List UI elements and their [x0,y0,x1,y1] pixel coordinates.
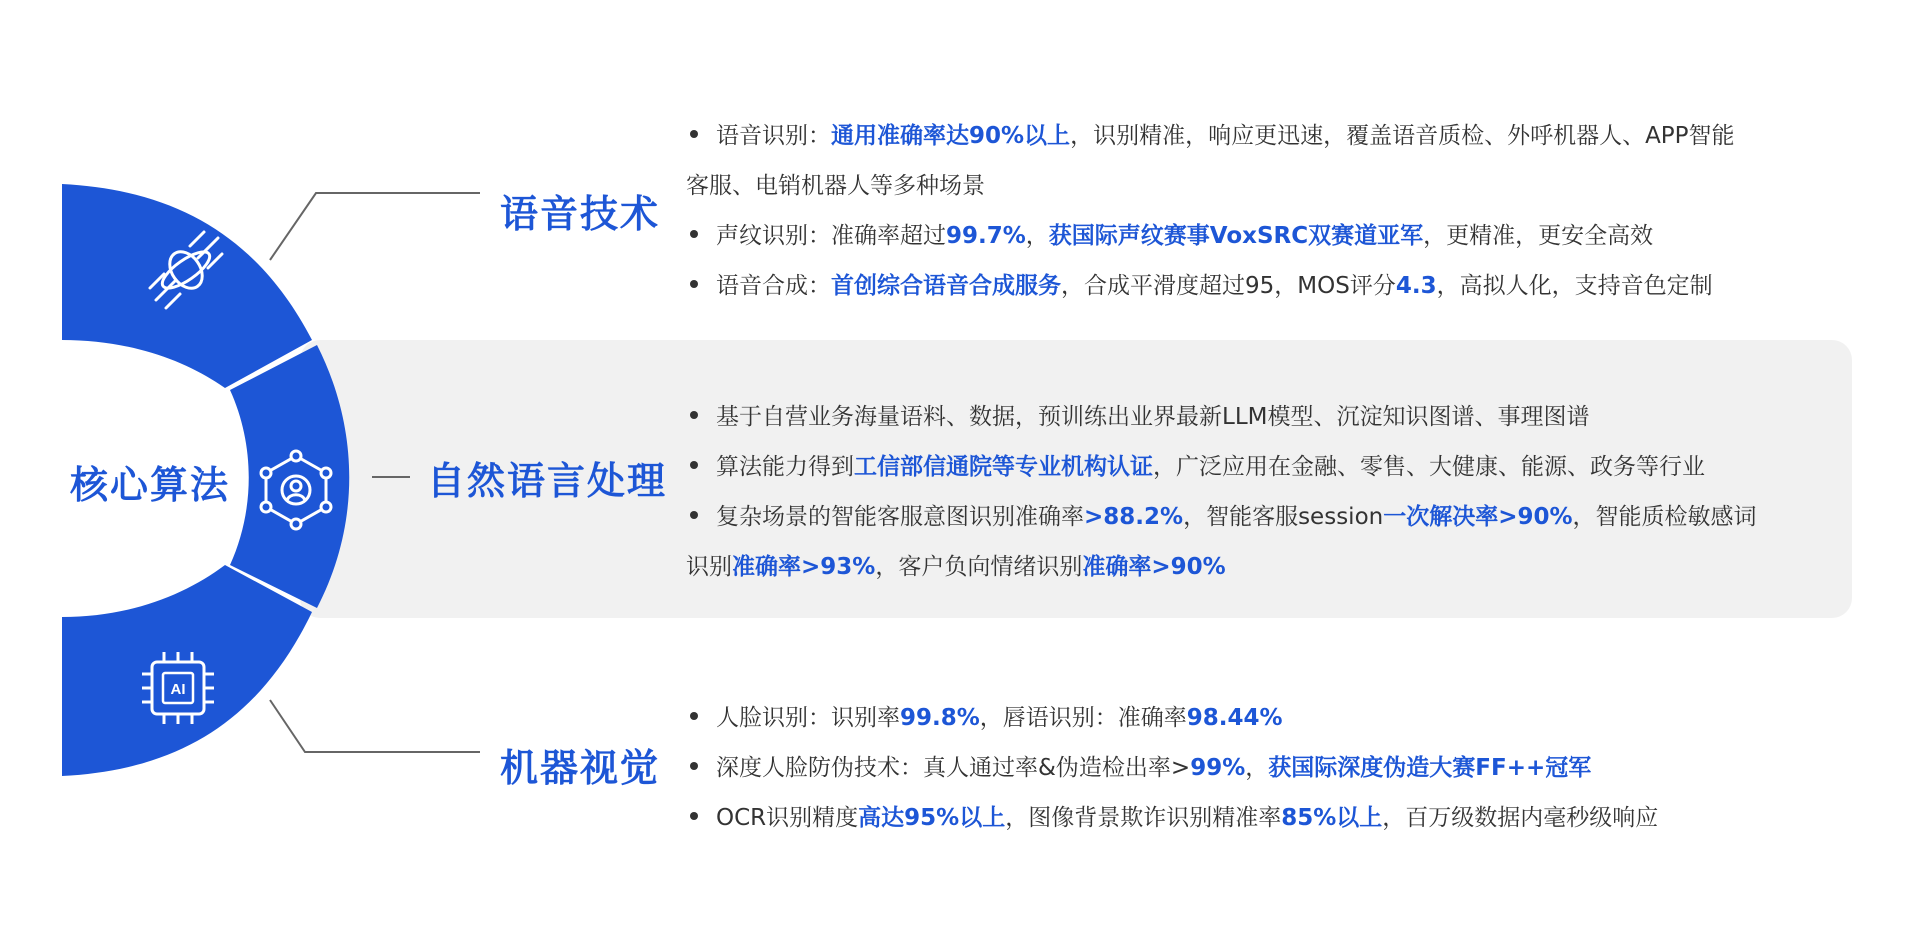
bullet-text: ， [1245,755,1269,781]
highlight-text: 准确率>93% [732,554,876,580]
bullet-text: 复杂场景的智能客服意图识别准确率 [716,504,1084,530]
speech-bullet-list [686,111,1830,311]
highlight-text: 工信部信通院等专业机构认证 [854,454,1153,480]
bullet-text: ，唇语识别：准确率 [979,705,1187,731]
bullet-item [686,111,1830,211]
bullet-text: 语音合成： [716,273,831,299]
highlight-text: 99.8% [900,705,980,731]
bullet-text: ，更精准，更安全高效 [1423,223,1654,249]
highlight-text: 99.7% [946,223,1026,249]
bullet-text: 人脸识别：识别率 [716,705,900,731]
section-title-vision: 机器视觉 [500,746,661,790]
bullet-text: ，合成平滑度超过95，MOS评分 [1061,273,1396,299]
bullet-text: 算法能力得到 [716,454,854,480]
bullet-item [690,211,1830,261]
vision-connector-line [270,700,480,752]
bullet-dot-icon [690,762,698,770]
bullet-text: ，智能质检敏感词 [1572,504,1757,530]
highlight-text: 通用准确率达90%以上 [831,123,1071,149]
section-title-speech: 语音技术 [500,192,661,236]
ring-segment-speech [62,184,312,388]
bullet-continuation [686,161,1830,211]
highlight-text: 获国际深度伪造大赛FF++冠军 [1268,755,1592,781]
bullet-text: ，智能客服session [1183,504,1384,530]
highlight-text: 获国际声纹赛事VoxSRC双赛道亚军 [1048,223,1424,249]
bullet-text: 客服、电销机器人等多种场景 [686,173,985,199]
bullet-text: OCR识别精度 [716,805,859,831]
highlight-text: 一次解决率>90% [1383,504,1573,530]
bullet-dot-icon [690,511,698,519]
bullet-text: 深度人脸防伪技术：真人通过率&伪造检出率> [716,755,1191,781]
highlight-text: 高达95%以上 [858,805,1006,831]
bullet-dot-icon [690,461,698,469]
bullet-item [690,693,1830,743]
ai-chip-icon [142,652,214,724]
section-title-nlp: 自然语言处理 [427,459,668,503]
bullet-text: ，百万级数据内毫秒级响应 [1382,805,1659,831]
center-label: 核心算法 [70,463,231,507]
highlight-text: >88.2% [1084,504,1184,530]
bullet-item [690,392,1830,442]
bullet-item [690,442,1830,492]
speech-connector-line [270,193,480,260]
bullet-dot-icon [690,230,698,238]
bullet-dot-icon [690,712,698,720]
bullet-text: ，广泛应用在金融、零售、大健康、能源、政务等行业 [1153,454,1705,480]
highlight-text: 首创综合语音合成服务 [831,273,1061,299]
bullet-item [690,743,1830,793]
bullet-text: ， [1025,223,1049,249]
bullet-text: 识别 [686,554,732,580]
bullet-dot-icon [690,411,698,419]
bullet-text: 基于自营业务海量语料、数据，预训练出业界最新LLM模型、沉淀知识图谱、事理图谱 [716,404,1590,430]
bullet-text: ，识别精准，响应更迅速，覆盖语音质检、外呼机器人、APP智能 [1070,123,1735,149]
bullet-dot-icon [690,280,698,288]
vision-bullet-list [690,693,1830,843]
nlp-bullet-list [686,392,1830,592]
bullet-text: 声纹识别：准确率超过 [716,223,946,249]
highlight-text: 85%以上 [1281,805,1383,831]
bullet-text: 语音识别： [716,123,831,149]
highlight-text: 99% [1190,755,1246,781]
nlp-connector-dash [372,476,410,478]
ai-chip-text: AI [170,681,186,698]
bullet-item [686,492,1830,592]
highlight-text: 准确率>90% [1082,554,1226,580]
bullet-dot-icon [690,812,698,820]
bullet-text: ，客户负向情绪识别 [875,554,1083,580]
bullet-text: ，高拟人化，支持音色定制 [1436,273,1713,299]
bullet-item [690,793,1830,843]
highlight-text: 98.44% [1186,705,1283,731]
bullet-continuation [686,542,1830,592]
highlight-text: 4.3 [1395,273,1437,299]
bullet-dot-icon [690,130,698,138]
ring-segment-vision [62,565,312,776]
bullet-item [690,261,1830,311]
bullet-text: ，图像背景欺诈识别精准率 [1005,805,1282,831]
